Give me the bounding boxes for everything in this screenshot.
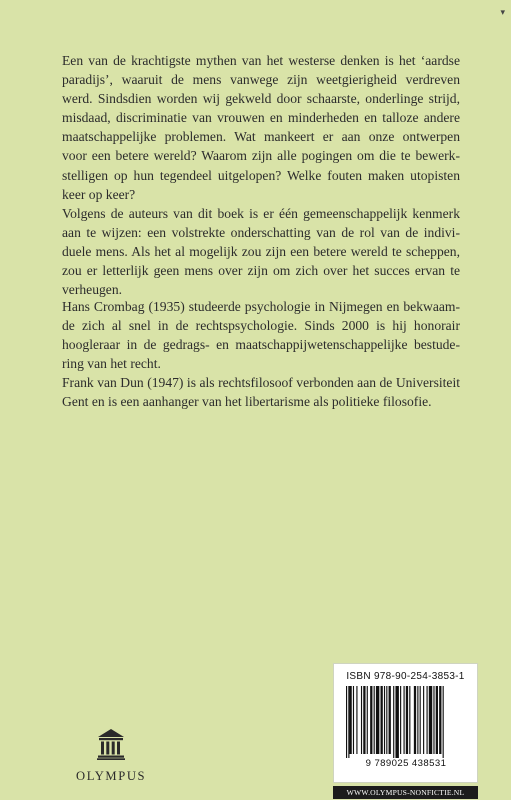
barcode-bar: [363, 686, 365, 754]
barcode-bar: [376, 686, 379, 754]
corner-mark: ▾: [500, 8, 505, 18]
publisher-logo: [76, 728, 146, 784]
blurb-line: Een van de krachtigste mythen van het westerse denken is het ‘aardse: [62, 53, 460, 68]
website-url: WWW.OLYMPUS-NONFICTIE.NL: [333, 786, 478, 799]
barcode-bar: [420, 686, 421, 754]
blurb-line: verheugen.: [62, 282, 123, 298]
barcode-bar: [348, 686, 349, 758]
barcode-bar: [436, 686, 438, 754]
blurb-text: [62, 51, 460, 299]
author-bio-crombag: [62, 297, 460, 373]
publisher-name: OLYMPUS: [76, 769, 147, 783]
barcode-icon: [344, 686, 468, 758]
barcode-bar: [395, 686, 398, 758]
barcode-bar: [404, 686, 405, 754]
barcode-panel: [333, 663, 478, 783]
blurb-line: werd. Sindsdien worden wij gekweld door schaarste, onderlinge strijd,: [62, 91, 460, 107]
barcode-bar: [417, 686, 418, 754]
barcode-bar: [370, 686, 372, 754]
barcode-bar: [443, 686, 444, 758]
barcode-bar: [349, 686, 351, 754]
barcode-bar: [427, 686, 428, 754]
blurb-line: maatschappelijke problemen. Wat mankeert er aan onze ontwerpen: [62, 129, 460, 145]
barcode-bar: [393, 686, 394, 758]
blurb-paragraph: [62, 51, 460, 204]
blurb-line: zou er letterlijk geen mens over zijn om zich over het succes ervan te: [62, 263, 460, 279]
barcode-digits: 9 789025 438531: [365, 758, 447, 769]
barcode-bar: [374, 686, 375, 754]
blurb-line: misdaad, discriminatie van vrouwen en minderheden en talloze andere: [62, 110, 460, 126]
blurb-line: voor een betere wereld? Waarom zijn alle pogingen om die te bewerk-: [62, 148, 460, 164]
barcode-bar: [409, 686, 410, 754]
barcode-bar: [439, 686, 441, 754]
author-bio: [62, 297, 460, 412]
barcode-bar: [433, 686, 434, 754]
author-line: de zich al snel in de rechtspsychologie. Sinds 2000 is hij honorair: [62, 318, 460, 334]
author-bio-van-dun: [62, 373, 460, 411]
blurb-line: stelligen op hun tegendeel uitgelopen? Welke fouten maken utopisten: [62, 167, 460, 183]
blurb-line: keer op keer?: [62, 186, 136, 202]
barcode-bar: [353, 686, 354, 754]
barcode-bar: [346, 686, 347, 758]
blurb-line: Volgens de auteurs van dit boek is er één gemeenschappelijk kenmerk: [62, 205, 460, 221]
barcode-bar: [381, 686, 383, 754]
barcode-bar: [423, 686, 424, 754]
author-line: Gent en is een aanhanger van het libertarisme als politieke filosofie.: [62, 394, 432, 410]
temple-icon: [96, 728, 126, 760]
blurb-line: aan te wijzen: een volstrekte onderschatting van de rol van de indivi-: [62, 224, 460, 240]
blurb-line: duele mens. Als het al mogelijk zou zijn een betere wereld te scheppen,: [62, 243, 460, 259]
barcode-bar: [400, 686, 401, 754]
isbn-label: ISBN 978-90-254-3853-1: [346, 671, 465, 682]
author-line: hoogleraar in de gedrags- en maatschappijwetenschappelijke bestude-: [62, 337, 460, 353]
author-line: ring van het recht.: [62, 356, 161, 372]
barcode-bar: [429, 686, 432, 754]
barcode-bar: [384, 686, 385, 754]
author-line: Hans Crombag (1935) studeerde psychologie in Nijmegen en bekwaam-: [62, 299, 460, 314]
blurb-line: paradijs’, waaruit de mens vanwege zijn weetgierigheid verdreven: [62, 72, 460, 88]
barcode-bar: [356, 686, 357, 754]
barcode-bar: [367, 686, 368, 754]
barcode-bar: [386, 686, 387, 754]
author-line: Frank van Dun (1947) is als rechtsfilosoof verbonden aan de Universiteit: [62, 375, 460, 391]
barcode-bar: [414, 686, 416, 754]
blurb-paragraph: [62, 204, 460, 299]
barcode-bar: [389, 686, 391, 754]
barcode-bar: [361, 686, 362, 754]
barcode-bar: [406, 686, 408, 754]
